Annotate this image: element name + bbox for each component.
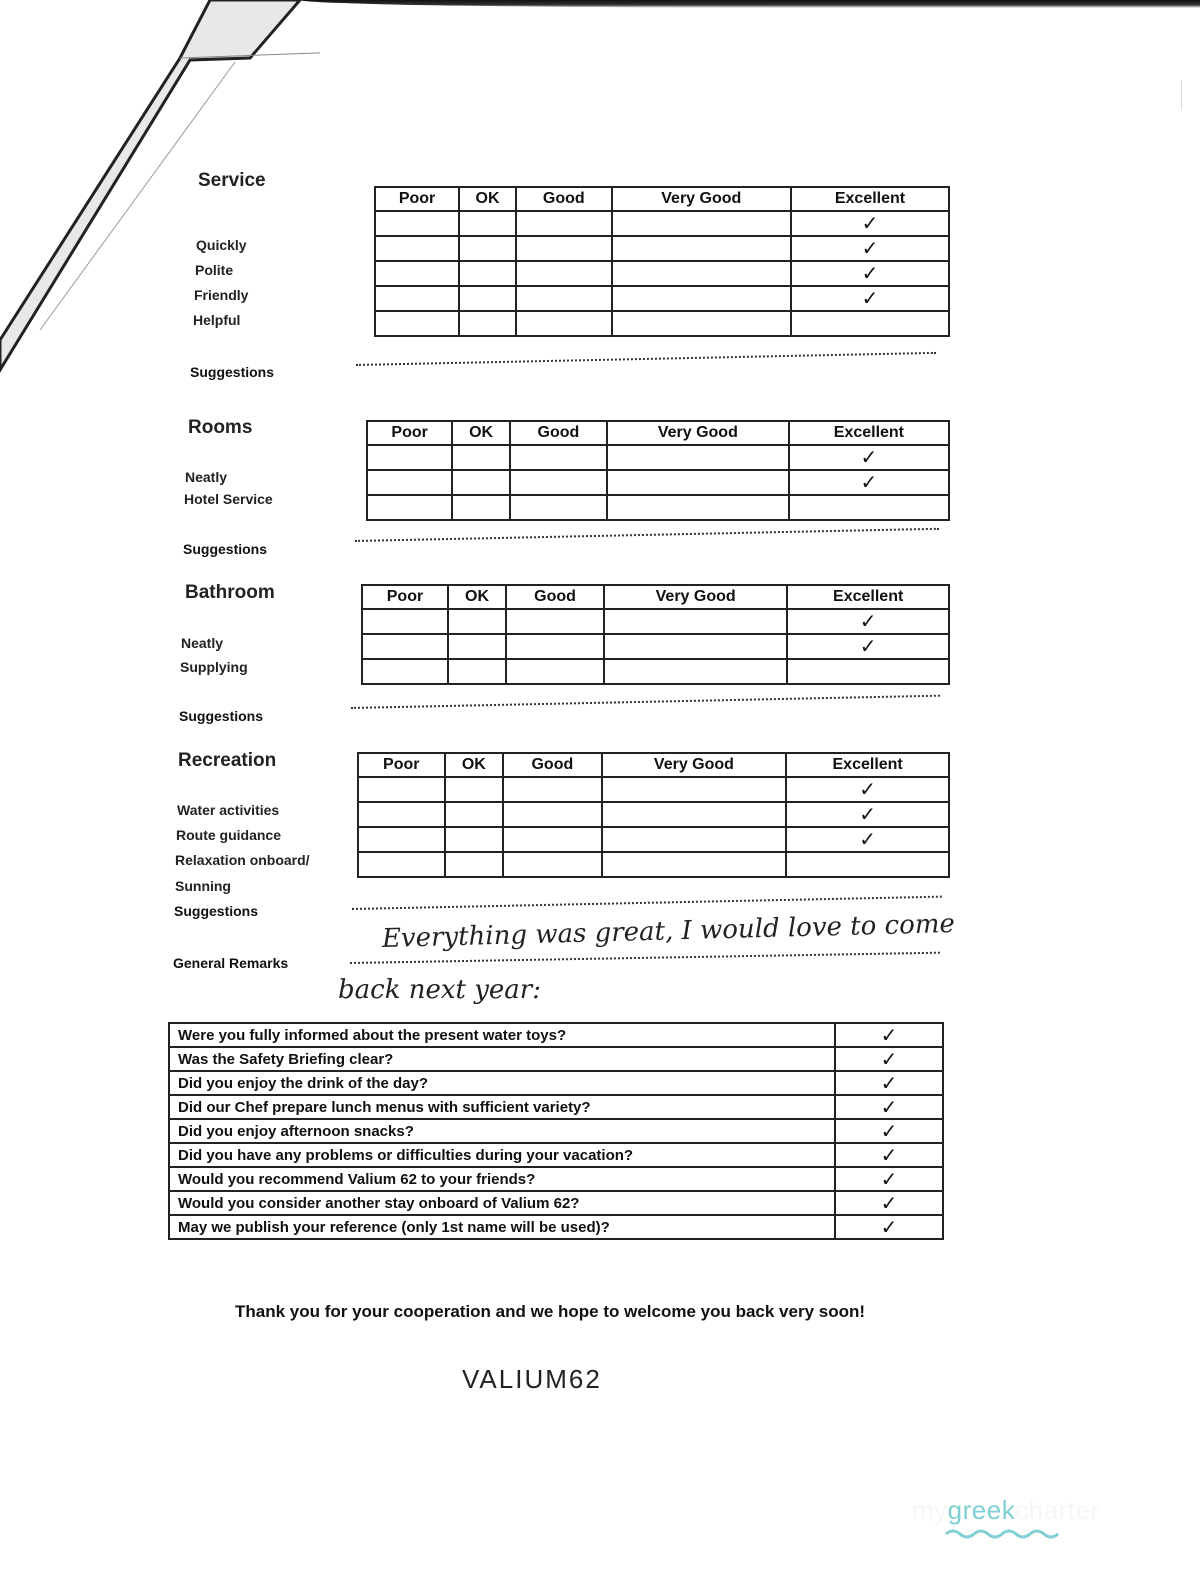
row-label: Quickly	[196, 237, 247, 253]
rating-row	[375, 211, 949, 236]
question-text: Did you enjoy the drink of the day?	[169, 1071, 835, 1095]
rating-cell[interactable]	[503, 802, 602, 827]
row-label: Polite	[195, 262, 234, 278]
rating-cell[interactable]	[612, 286, 791, 311]
question-row	[169, 1143, 943, 1167]
rating-cell[interactable]	[506, 609, 604, 634]
watermark-prefix: my	[912, 1495, 948, 1525]
row-label: Water activities	[177, 802, 280, 818]
watermark-accent: greek	[947, 1495, 1016, 1525]
question-row	[169, 1071, 943, 1095]
rating-row	[367, 470, 949, 495]
rating-cell[interactable]	[791, 211, 949, 236]
general-remarks-field[interactable]	[350, 952, 940, 964]
rating-cell[interactable]	[506, 659, 604, 684]
rating-cell[interactable]	[516, 311, 612, 336]
column-header: OK	[459, 187, 516, 211]
question-text: Was the Safety Briefing clear?	[169, 1047, 835, 1071]
rating-cell[interactable]	[602, 852, 787, 877]
answer-cell[interactable]	[835, 1047, 943, 1071]
checkmark-icon: ✓	[880, 1094, 898, 1119]
rating-cell[interactable]	[452, 445, 510, 470]
rating-cell[interactable]	[786, 777, 949, 802]
rating-cell[interactable]	[503, 852, 602, 877]
questions-table	[168, 1022, 944, 1240]
rating-cell[interactable]	[510, 470, 607, 495]
bathroom-rating-table	[361, 584, 950, 685]
section-title-bathroom: Bathroom	[185, 582, 275, 603]
rating-cell[interactable]	[516, 211, 612, 236]
rating-cell[interactable]	[787, 609, 949, 634]
question-row	[169, 1167, 943, 1191]
rating-cell[interactable]	[516, 286, 612, 311]
rating-row	[362, 609, 949, 634]
answer-cell[interactable]	[835, 1143, 943, 1167]
rating-cell[interactable]	[448, 609, 506, 634]
rating-cell[interactable]	[358, 802, 445, 827]
section-title-rooms: Rooms	[188, 417, 253, 438]
checkmark-icon: ✓	[880, 1214, 898, 1239]
rating-cell[interactable]	[510, 445, 607, 470]
checkmark-icon: ✓	[861, 235, 879, 260]
answer-cell[interactable]	[835, 1071, 943, 1095]
rating-row	[358, 802, 949, 827]
rating-cell[interactable]	[602, 827, 787, 852]
row-label: Relaxation onboard/	[175, 852, 310, 868]
recreation-rating-table	[357, 752, 950, 878]
rating-cell[interactable]	[791, 286, 949, 311]
column-header: Good	[506, 585, 604, 609]
mygreekcharter-watermark	[912, 1495, 1100, 1526]
column-header: Poor	[362, 585, 448, 609]
checkmark-icon: ✓	[880, 1166, 898, 1191]
answer-cell[interactable]	[835, 1095, 943, 1119]
answer-cell[interactable]	[835, 1119, 943, 1143]
column-header: Poor	[358, 753, 445, 777]
checkmark-icon: ✓	[861, 210, 879, 235]
rating-cell[interactable]	[445, 777, 504, 802]
rating-cell[interactable]	[607, 445, 789, 470]
question-row	[169, 1119, 943, 1143]
question-text: Did you enjoy afternoon snacks?	[169, 1119, 835, 1143]
checkmark-icon: ✓	[859, 801, 877, 826]
question-text: Would you consider another stay onboard of Valium 62?	[169, 1191, 835, 1215]
rating-cell[interactable]	[791, 311, 949, 336]
general-remarks-label: General Remarks	[173, 955, 289, 971]
rating-cell[interactable]	[786, 852, 949, 877]
rating-cell[interactable]	[375, 311, 459, 336]
rating-cell[interactable]	[607, 495, 789, 520]
checkmark-icon: ✓	[859, 633, 877, 658]
rating-cell[interactable]	[362, 609, 448, 634]
remarks-handwriting-line1: Everything was great, I would love to come	[381, 909, 956, 954]
checkmark-icon: ✓	[880, 1142, 898, 1167]
rating-cell[interactable]	[503, 777, 602, 802]
row-label: Helpful	[193, 312, 241, 328]
rating-cell[interactable]	[604, 634, 787, 659]
checkmark-icon: ✓	[880, 1190, 898, 1215]
rating-cell[interactable]	[789, 495, 949, 520]
column-header: Very Good	[607, 421, 789, 445]
rating-cell[interactable]	[459, 211, 516, 236]
rating-cell[interactable]	[602, 777, 787, 802]
rating-cell[interactable]	[791, 236, 949, 261]
rating-cell[interactable]	[510, 495, 607, 520]
checkmark-icon: ✓	[880, 1070, 898, 1095]
rating-cell[interactable]	[602, 802, 787, 827]
rating-cell[interactable]	[459, 311, 516, 336]
column-header: OK	[448, 585, 506, 609]
watermark-suffix: charter	[1015, 1495, 1100, 1525]
rating-cell[interactable]	[604, 609, 787, 634]
rating-row	[375, 261, 949, 286]
column-header: Very Good	[602, 753, 787, 777]
rating-cell[interactable]	[607, 470, 789, 495]
question-text: Did our Chef prepare lunch menus with sufficient variety?	[169, 1095, 835, 1119]
rating-cell[interactable]	[375, 236, 459, 261]
suggestions-field[interactable]	[352, 896, 942, 910]
rating-cell[interactable]	[791, 261, 949, 286]
row-label: Route guidance	[176, 827, 282, 843]
rating-cell[interactable]	[459, 286, 516, 311]
rating-cell[interactable]	[516, 261, 612, 286]
section-title-service: Service	[198, 170, 266, 191]
checkmark-icon: ✓	[860, 469, 878, 494]
rating-cell[interactable]	[789, 445, 949, 470]
rating-row	[367, 445, 949, 470]
checkmark-icon: ✓	[880, 1022, 898, 1047]
rating-cell[interactable]	[516, 236, 612, 261]
rating-row	[358, 827, 949, 852]
checkmark-icon: ✓	[860, 444, 878, 469]
column-header: Very Good	[612, 187, 791, 211]
row-label: Neatly	[181, 635, 224, 651]
suggestions-label: Suggestions	[183, 541, 268, 557]
valium62-logo: VALIUM62	[462, 1364, 602, 1394]
checkmark-icon: ✓	[859, 608, 877, 633]
answer-cell[interactable]	[835, 1167, 943, 1191]
rating-cell[interactable]	[503, 827, 602, 852]
rating-row	[358, 777, 949, 802]
rating-cell[interactable]	[612, 311, 791, 336]
suggestions-label: Suggestions	[179, 708, 264, 724]
row-label: Hotel Service	[184, 491, 273, 507]
checkmark-icon: ✓	[880, 1046, 898, 1071]
rating-cell[interactable]	[452, 470, 510, 495]
question-text: Did you have any problems or difficulties during your vacation?	[169, 1143, 835, 1167]
checkmark-icon: ✓	[861, 285, 879, 310]
rating-cell[interactable]	[787, 659, 949, 684]
rating-row	[362, 634, 949, 659]
column-header: Poor	[375, 187, 459, 211]
rating-row	[375, 236, 949, 261]
checkmark-icon: ✓	[880, 1118, 898, 1143]
rating-cell[interactable]	[459, 236, 516, 261]
question-text: May we publish your reference (only 1st name will be used)?	[169, 1215, 835, 1239]
thank-you-message: Thank you for your cooperation and we hope to welcome you back very soon!	[234, 1302, 866, 1321]
rating-cell[interactable]	[358, 852, 445, 877]
column-header: Good	[510, 421, 607, 445]
suggestions-field[interactable]	[351, 695, 940, 709]
rating-cell[interactable]	[367, 495, 452, 520]
suggestions-label: Suggestions	[174, 903, 259, 919]
rating-cell[interactable]	[786, 827, 949, 852]
question-text: Were you fully informed about the present water toys?	[169, 1023, 835, 1047]
question-row	[169, 1095, 943, 1119]
question-row	[169, 1047, 943, 1071]
rating-cell[interactable]	[612, 236, 791, 261]
remarks-handwriting-line2: back next year:	[338, 975, 541, 1005]
rating-cell[interactable]	[445, 802, 504, 827]
rating-cell[interactable]	[358, 827, 445, 852]
checkmark-icon: ✓	[859, 826, 877, 851]
rating-row	[375, 286, 949, 311]
question-row	[169, 1191, 943, 1215]
rating-cell[interactable]	[787, 634, 949, 659]
rating-cell[interactable]	[367, 445, 452, 470]
suggestions-label: Suggestions	[190, 364, 275, 380]
row-label: Neatly	[185, 469, 228, 485]
answer-cell[interactable]	[835, 1215, 943, 1239]
rating-cell[interactable]	[358, 777, 445, 802]
rating-cell[interactable]	[362, 634, 448, 659]
answer-cell[interactable]	[835, 1191, 943, 1215]
row-label: Supplying	[180, 659, 248, 675]
rating-cell[interactable]	[612, 261, 791, 286]
wave-icon	[944, 1527, 1060, 1541]
column-header: OK	[452, 421, 510, 445]
suggestions-field[interactable]	[355, 528, 939, 542]
row-label: Friendly	[194, 287, 249, 303]
rating-cell[interactable]	[445, 852, 504, 877]
question-row	[169, 1215, 943, 1239]
question-row	[169, 1023, 943, 1047]
rating-cell[interactable]	[445, 827, 504, 852]
suggestions-field[interactable]	[356, 352, 936, 366]
rating-cell[interactable]	[375, 286, 459, 311]
rating-cell[interactable]	[612, 211, 791, 236]
column-header: Excellent	[787, 585, 949, 609]
column-header: Very Good	[604, 585, 787, 609]
rating-cell[interactable]	[506, 634, 604, 659]
column-header: Good	[503, 753, 602, 777]
rating-cell[interactable]	[604, 659, 787, 684]
question-text: Would you recommend Valium 62 to your friends?	[169, 1167, 835, 1191]
column-header: Excellent	[789, 421, 949, 445]
column-header: Excellent	[791, 187, 949, 211]
rooms-rating-table	[366, 420, 950, 521]
service-rating-table	[374, 186, 950, 337]
rating-cell[interactable]	[452, 495, 510, 520]
rating-cell[interactable]	[375, 261, 459, 286]
rating-cell[interactable]	[367, 470, 452, 495]
folded-corner	[0, 0, 320, 400]
column-header: OK	[445, 753, 504, 777]
column-header: Poor	[367, 421, 452, 445]
rating-cell[interactable]	[448, 634, 506, 659]
rating-cell[interactable]	[448, 659, 506, 684]
scan-shadow	[300, 0, 1200, 8]
column-header: Good	[516, 187, 612, 211]
column-header: Excellent	[786, 753, 949, 777]
checkmark-icon: ✓	[859, 776, 877, 801]
section-title-recreation: Recreation	[178, 750, 277, 771]
answer-cell[interactable]	[835, 1023, 943, 1047]
rating-cell[interactable]	[375, 211, 459, 236]
checkmark-icon: ✓	[861, 260, 879, 285]
rating-cell[interactable]	[459, 261, 516, 286]
rating-cell[interactable]	[789, 470, 949, 495]
page-edge	[1181, 80, 1182, 110]
rating-cell[interactable]	[786, 802, 949, 827]
rating-cell[interactable]	[362, 659, 448, 684]
row-label: Sunning	[175, 878, 231, 894]
